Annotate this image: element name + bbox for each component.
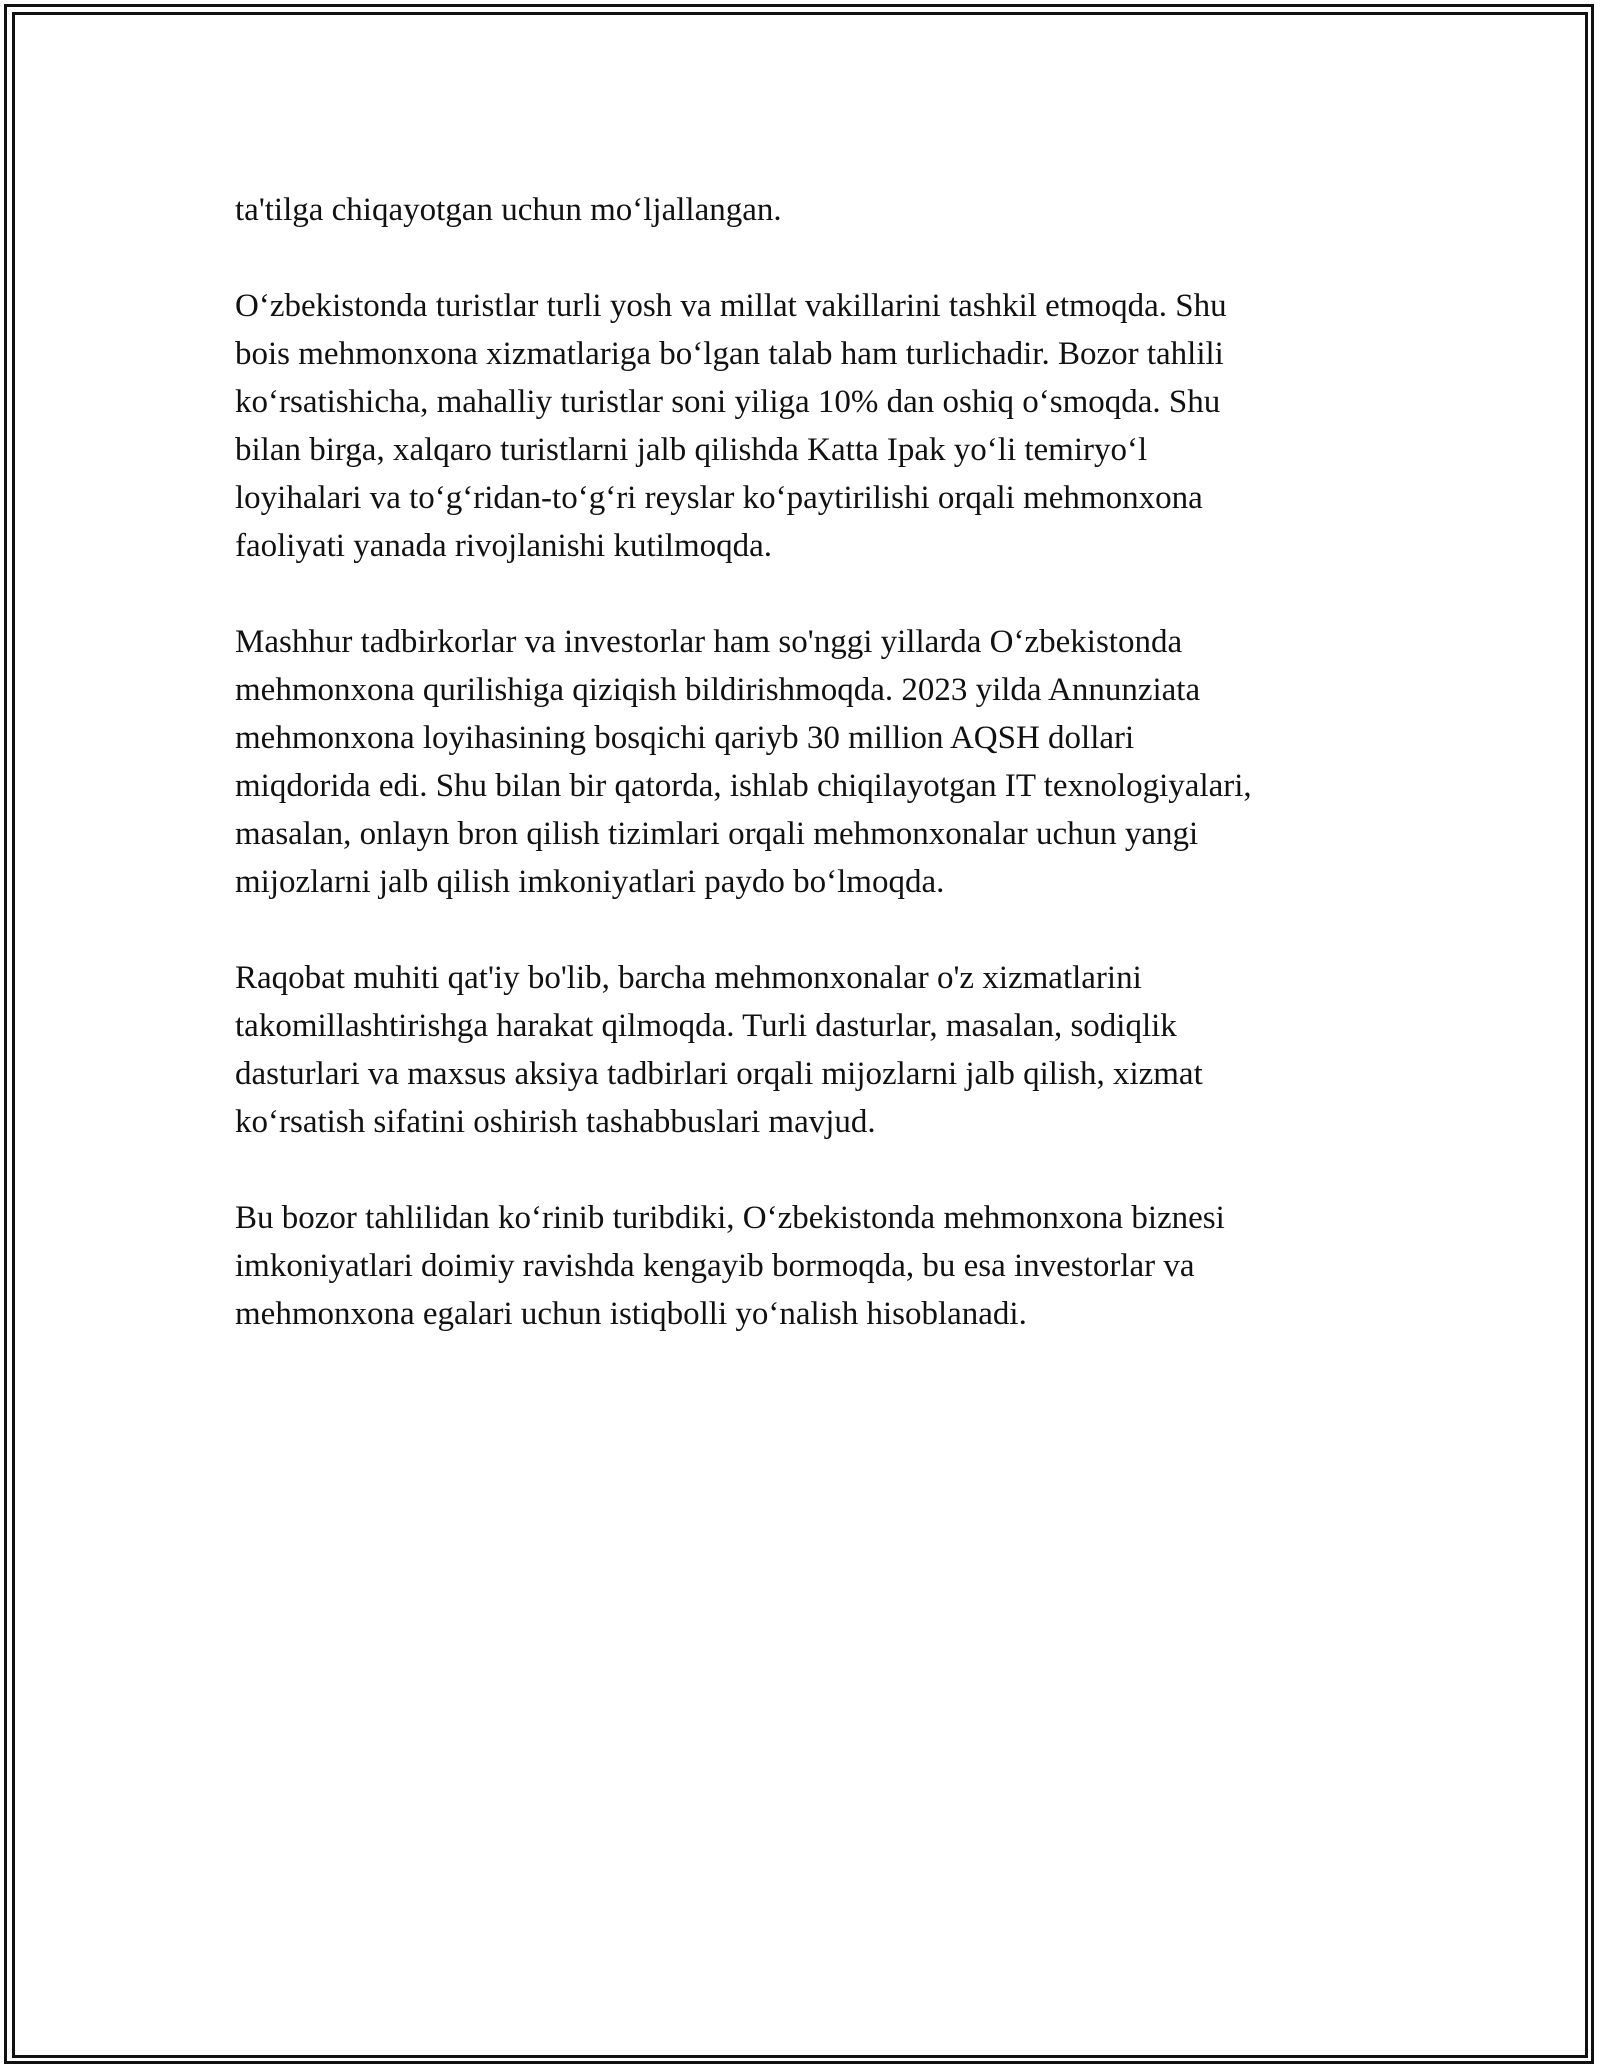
paragraph-conclusion: Bu bozor tahlilidan ko‘rinib turibdiki, O‘zbekistonda mehmonxona biznesi imkoniyatlari doimiy ravishda kengayib bormoqda, bu esa investorlar va mehmonxona egalari uchun istiqbolli yo‘nalish hisoblanadi. (235, 1200, 1225, 1332)
paragraph-continuation: ta'tilga chiqayotgan uchun mo‘ljallangan. (235, 192, 782, 228)
paragraph-competition: Raqobat muhiti qat'iy bo'lib, barcha mehmonxonalar o'z xizmatlarini takomillashtirishga harakat qilmoqda. Turli dasturlar, masalan, sodiqlik dasturlari va maxsus aksiya tadbirlari orqali mijozlarni jalb qilish, xizmat ko‘rsatish sifatini oshirish tashabbuslari mavjud. (235, 960, 1203, 1140)
paragraph-investors: Mashhur tadbirkorlar va investorlar ham so'nggi yillarda O‘zbekistonda mehmonxona qurilishiga qiziqish bildirishmoqda. 2023 yilda Annunziata mehmonxona loyihasining bosqichi qariyb 30 million AQSH dollari miqdorida edi. Shu bilan bir qatorda, ishlab chiqilayotgan IT texnologiyalari, masalan, onlayn bron qilish tizimlari orqali mehmonxonalar uchun yangi mijozlarni jalb qilish imkoniyatlari paydo bo‘lmoqda. (235, 624, 1252, 900)
paragraph-tourist-demand: O‘zbekistonda turistlar turli yosh va millat vakillarini tashkil etmoqda. Shu bois mehmonxona xizmatlariga bo‘lgan talab ham turlichadir. Bozor tahlili ko‘rsatishicha, mahalliy turistlar soni yiliga 10% dan oshiq o‘smoqda. Shu bilan birga, xalqaro turistlarni jalb qilishda Katta Ipak yo‘li temiryo‘l loyihalari va to‘g‘ridan-to‘g‘ri reyslar ko‘paytirilishi orqali mehmonxona faoliyati yanada rivojlanishi kutilmoqda. (235, 288, 1227, 564)
document-body (235, 186, 1395, 1386)
